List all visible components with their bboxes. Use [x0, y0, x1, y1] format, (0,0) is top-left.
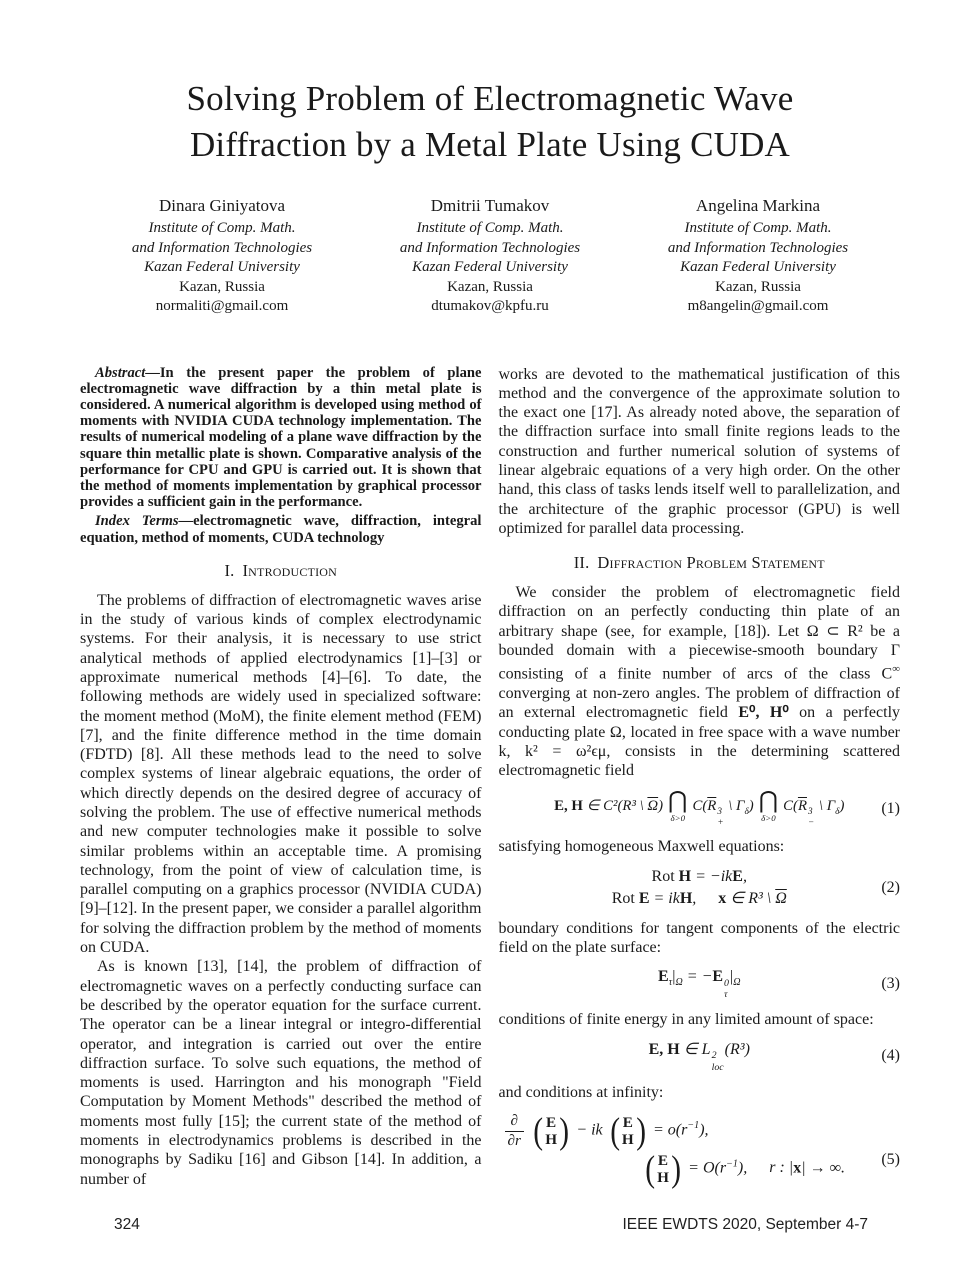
- section-title: Introduction: [242, 560, 338, 580]
- right-column: [499, 365, 901, 1196]
- infinity-conditions-text: and conditions at infinity:: [498, 1083, 664, 1101]
- math-token: δ: [744, 807, 749, 817]
- equation-3-content: [658, 968, 741, 1001]
- section-heading-problem-statement: [499, 553, 901, 573]
- math-token: ∂: [510, 1112, 518, 1130]
- math-token: (: [609, 1110, 620, 1152]
- math-token: E: [732, 867, 743, 885]
- math-token: = −ik: [691, 867, 733, 885]
- math-token: ⋂: [758, 788, 779, 815]
- math-token: ⋂: [668, 788, 688, 815]
- math-token: r : |: [769, 1159, 794, 1177]
- paper-title: [0, 76, 980, 168]
- math-token: 3: [717, 806, 722, 817]
- author-affiliation-line: Kazan Federal University: [412, 259, 568, 275]
- author-name: Angelina Markina: [695, 196, 821, 215]
- math-token: x: [793, 1159, 802, 1177]
- math-token: ): [635, 1110, 646, 1152]
- page-number: 324: [114, 1216, 140, 1233]
- math-token: = ik: [649, 889, 680, 907]
- math-token: ∈ C²(R³ \: [582, 798, 648, 815]
- continuation-paragraph: works are devoted to the mathematical justification of this method and the convergence of the approximate solution to the exact one [17]. As already noted above, the separation of the diffraction surface into small finite regions leads to the construction and further numerical solution of systems of linear algebraic equations of a very high order. On the other hand, this class of tasks lends itself well to parallelization, and the architecture of the graphic processor (GPU) is well optimized for parallel data processing.: [498, 365, 900, 537]
- math-token: ∂r: [505, 1131, 524, 1150]
- author-affiliation-line: Institute of Comp. Math.: [684, 220, 832, 236]
- math-token: +: [717, 816, 724, 827]
- index-terms-label: Index Terms: [95, 513, 179, 530]
- field-vector-stack: [644, 1148, 682, 1190]
- field-vector-stack: [609, 1110, 647, 1152]
- math-token: H: [621, 1131, 634, 1149]
- infinity-superscript: ∞: [892, 663, 900, 676]
- partial-derivative-fraction: [505, 1112, 524, 1149]
- author-affiliation-line: Kazan Federal University: [680, 259, 836, 275]
- sup-sub-stack: [717, 806, 723, 827]
- math-token: ): [839, 798, 845, 815]
- math-token: C(: [783, 798, 798, 815]
- math-token: C(: [692, 798, 708, 815]
- math-token: τ: [668, 977, 673, 989]
- math-token: ∈: [679, 1040, 702, 1058]
- equation-5: [499, 1110, 901, 1190]
- math-token: H: [678, 867, 692, 885]
- math-token: ∈ R³ \: [726, 889, 776, 907]
- index-terms-text: —electromagnetic wave, diffraction, integral equation, method of moments, CUDA technology: [80, 513, 482, 546]
- author-affiliation-line: Institute of Comp. Math.: [148, 220, 296, 236]
- equation-5-line1: [505, 1110, 901, 1152]
- finite-energy-text: conditions of finite energy in any limited amount of space:: [498, 1011, 874, 1029]
- equation-2: [499, 867, 901, 909]
- left-column: [80, 365, 482, 1196]
- author-card-1: [88, 195, 356, 317]
- math-token: E, H: [648, 1040, 680, 1058]
- math-token: 0: [724, 977, 729, 989]
- math-token: −1: [687, 1120, 700, 1132]
- math-token: ),: [737, 1159, 748, 1177]
- abstract-label: Abstract: [95, 364, 146, 381]
- math-token: H: [679, 889, 693, 907]
- section-heading-introduction: [80, 561, 482, 581]
- sup-sub-stack: [808, 806, 814, 827]
- math-token: (: [533, 1110, 543, 1152]
- math-token: Rot: [611, 889, 639, 907]
- author-affiliation-line: and Information Technologies: [399, 239, 581, 256]
- math-token: | → ∞.: [801, 1159, 845, 1177]
- math-token: − ik: [572, 1121, 607, 1139]
- equation-5-line2: [499, 1148, 846, 1190]
- math-token: H: [657, 1168, 669, 1186]
- equation-number: (2): [881, 878, 900, 896]
- title-block: [0, 76, 980, 168]
- math-token: |: [730, 968, 734, 986]
- author-email: dtumakov@kpfu.ru: [431, 298, 549, 314]
- sup-sub-stack: [712, 1050, 724, 1073]
- math-token: |: [672, 968, 676, 986]
- math-token: Ω: [675, 977, 683, 989]
- math-token: \: [724, 798, 737, 815]
- intro-paragraph-1: The problems of diffraction of electromagnetic waves arise in the study of various kinds of complex electrodynamic systems. For their analysis, it is necessary to use strict analytical methods of applied electrodynamics [1]–[3] or approximate numerical methods [4]–[6]. To date, the following methods are widely used in specialized software: the moment method (MoM), the finite element method (FEM) [7], and the finite difference method in the time domain (FDTD) [8]. All these methods lead to the need to solve complex systems of linear algebraic equations, the order of which directly depends on the desired degree of accuracy of solving the problem. The use of effective numerical methods and new computer technologies make it possible to solve similar problems within an acceptable time. A promising technology, from the point of view of calculation time, is parallel computing on a graphics processor (NVIDIA CUDA) [9]–[12]. In the present paper, we consider a parallel algorithm for solving the diffraction problem by the method of moments on CUDA.: [80, 591, 482, 957]
- statement-text: on a perfectly conducting plate Ω, located in free space with a wave number k, k² = ω²ϵμ, consists in the determining scattered electromagnetic field: [498, 704, 901, 780]
- math-token: −: [807, 816, 815, 827]
- math-token: loc: [711, 1061, 724, 1073]
- field-vectors-bold: E⁰, H⁰: [738, 704, 789, 722]
- author-card-2: [356, 195, 624, 317]
- author-city: Kazan, Russia: [447, 278, 533, 295]
- math-token: \: [815, 798, 827, 815]
- math-token: E, H: [554, 798, 583, 815]
- math-token: (R³): [724, 1040, 750, 1058]
- equation-2-line2: [499, 889, 901, 909]
- intersection-operator: [668, 790, 687, 822]
- vector-column: [544, 1114, 558, 1148]
- math-token: = −: [682, 968, 713, 986]
- math-token: E: [546, 1114, 557, 1131]
- math-token: 2: [711, 1050, 717, 1062]
- math-token: Ω: [733, 977, 741, 989]
- paper-title-line2: Diffraction by a Metal Plate Using CUDA: [189, 125, 791, 164]
- math-token: L: [701, 1040, 711, 1058]
- author-row: [0, 195, 980, 317]
- math-token: E: [622, 1114, 633, 1131]
- author-city: Kazan, Russia: [179, 278, 265, 295]
- conference-info: IEEE EWDTS 2020, September 4-7: [622, 1216, 868, 1233]
- section-title: Diffraction Problem Statement: [597, 553, 825, 573]
- equation-number: (5): [881, 1150, 900, 1168]
- field-vector-stack: [532, 1110, 570, 1152]
- page-footer: [114, 1216, 868, 1234]
- math-token: ,: [692, 889, 697, 907]
- math-token: E: [657, 1151, 669, 1169]
- equation-4-content: [648, 1040, 750, 1073]
- math-token: $\overline{R}$: [707, 798, 717, 815]
- math-token: x: [718, 889, 727, 907]
- author-affiliation-line: and Information Technologies: [131, 239, 313, 256]
- math-token: $\overline{\Omega}$: [647, 798, 659, 815]
- author-name: Dinara Giniyatova: [158, 196, 286, 215]
- intro-paragraph-2: As is known [13], [14], the problem of diffraction of electromagnetic waves on a perfectly conducting surface can be described by the operator equation for the surface current. The operator can be a linear integral or integro-differential operator, and integration is carried out over the entire diffraction surface. To solve such equations, the method of moments is used. Harrington and his monograph "Field Computation by Moment Methods" described the method of moments most fully [15]; the current state of the method of moments in electrodynamics problems is described in the monographs by Sadiku [16] and Gibson [14]. In addition, a number of: [80, 958, 482, 1188]
- math-token: ),: [699, 1121, 709, 1139]
- author-city: Kazan, Russia: [715, 278, 801, 295]
- boundary-conditions-text: boundary conditions for tangent components of the electric field on the plate surface:: [498, 919, 900, 956]
- vector-column: [621, 1114, 635, 1148]
- equation-number: (1): [881, 799, 900, 817]
- math-token: Γ: [736, 798, 745, 815]
- math-token: Rot: [651, 867, 679, 885]
- intersection-operator: [759, 790, 778, 822]
- abstract-text: —In the present paper the problem of plane electromagnetic wave diffraction by a thin metal plate is considered. A numerical algorithm is developed using method of moments with NVIDIA CUDA technology implementation. The results of numerical modeling of a plane wave diffraction by the square thin metallic plate is shown. Comparative analysis of the performance for CPU and GPU is carried out. It is shown that the method of moments implementation by graphical processor provides a sufficient gain in the performance.: [80, 364, 482, 511]
- math-token: E: [638, 889, 650, 907]
- math-token: τ: [724, 989, 728, 1001]
- math-token: −1: [726, 1158, 738, 1170]
- section-number: II.: [573, 553, 590, 573]
- math-token: ,: [742, 867, 747, 885]
- paper-title-line1: Solving Problem of Electromagnetic Wave: [186, 79, 794, 118]
- math-token: Γ: [826, 798, 836, 815]
- math-token: ): [658, 798, 664, 815]
- math-token: δ>0: [670, 812, 686, 823]
- math-token: ): [559, 1110, 570, 1152]
- author-affiliation-line: Kazan Federal University: [144, 259, 300, 275]
- math-token: δ: [835, 807, 840, 817]
- statement-text: We consider the problem of electromagnetic field diffraction on an perfectly conducting thin plate of an arbitrary shape (see, for example, [18]). Let Ω ⊂ R² be a bounded domain with a piecewise-smooth boundary Γ consisting of a finite number of arcs of the class C: [498, 584, 900, 683]
- math-token: $\overline{\Omega}$: [775, 889, 787, 907]
- vector-column: [656, 1152, 670, 1186]
- statement-text: converging at non-zero angles. The problem of diffraction of an external electromagnetic field: [498, 684, 900, 722]
- equation-1-content: [554, 788, 845, 827]
- math-token: δ>0: [761, 812, 776, 823]
- math-token: E: [658, 968, 669, 986]
- equation-2-line1: [499, 867, 901, 887]
- equation-3: [499, 967, 901, 1000]
- math-token: $\overline{R}$: [797, 798, 807, 815]
- math-token: = o(r: [648, 1121, 688, 1139]
- math-token: = O(r: [684, 1159, 727, 1177]
- author-affiliation-line: and Information Technologies: [667, 239, 849, 256]
- math-token: 3: [807, 806, 813, 817]
- section-number: I.: [224, 560, 235, 580]
- author-card-3: [624, 195, 892, 317]
- sup-sub-stack: [724, 978, 729, 1001]
- author-affiliation-line: Institute of Comp. Math.: [416, 220, 564, 236]
- equation-4: [499, 1040, 901, 1073]
- author-email: normaliti@gmail.com: [155, 298, 289, 314]
- math-token: ): [671, 1148, 681, 1190]
- math-token: H: [545, 1131, 558, 1149]
- two-column-body: [0, 365, 980, 1196]
- equation-number: (4): [881, 1047, 900, 1065]
- equation-1: [499, 790, 901, 827]
- equation-number: (3): [881, 974, 900, 992]
- satisfying-text: satisfying homogeneous Maxwell equations:: [498, 838, 785, 856]
- statement-paragraph: [499, 583, 901, 780]
- index-terms-paragraph: [80, 513, 482, 545]
- author-name: Dmitrii Tumakov: [430, 196, 550, 215]
- math-token: (: [645, 1148, 655, 1190]
- math-token: ): [748, 798, 754, 815]
- author-email: m8angelin@gmail.com: [687, 298, 829, 314]
- abstract-paragraph: [80, 365, 482, 511]
- math-token: E: [712, 968, 724, 986]
